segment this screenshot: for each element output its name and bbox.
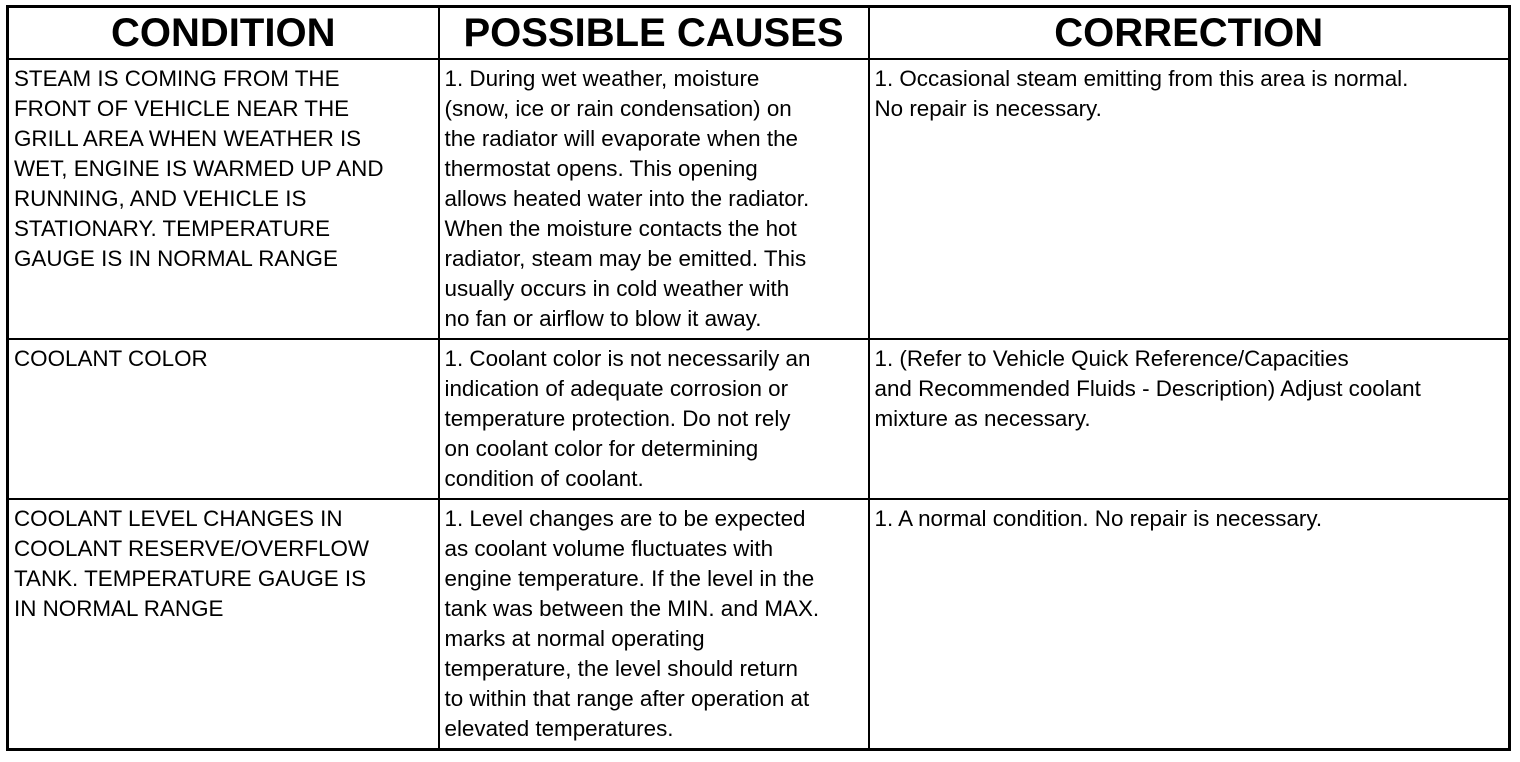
header-possible-causes: POSSIBLE CAUSES [439, 7, 869, 60]
correction-cell [869, 499, 1510, 750]
cause-text: 1. Coolant color is not necessarily an indication of adequate corrosion or temperature protection. Do not rely on coolant color for determining condition of coolant. [444, 346, 811, 491]
table-row [8, 499, 1510, 750]
cause-cell [439, 59, 869, 339]
table-row [8, 59, 1510, 339]
correction-cell [869, 339, 1510, 499]
condition-text: STEAM IS COMING FROM THE FRONT OF VEHICLE NEAR THE GRILL AREA WHEN WEATHER IS WET, ENGINE IS WARMED UP AND RUNNING, AND VEHICLE IS STATIONARY. TEMPERATURE GAUGE IS IN NORMAL RANGE [14, 66, 384, 271]
correction-text: 1. A normal condition. No repair is necessary. [874, 506, 1323, 531]
cause-text: 1. Level changes are to be expected as coolant volume fluctuates with engine temperature. If the level in the tank was between the MIN. and MAX. marks at normal operating temperature, the level should return to within that range after operation at elevated temperatures. [444, 506, 820, 741]
condition-text: COOLANT LEVEL CHANGES IN COOLANT RESERVE/OVERFLOW TANK. TEMPERATURE GAUGE IS IN NORMAL RANGE [14, 506, 370, 621]
condition-cell [8, 59, 439, 339]
header-row [8, 7, 1510, 60]
header-condition: CONDITION [8, 7, 439, 60]
table-row [8, 339, 1510, 499]
cause-text: 1. During wet weather, moisture (snow, ice or rain condensation) on the radiator will evaporate when the thermostat opens. This opening allows heated water into the radiator. When the moisture contacts the hot radiator, steam may be emitted. This usually occurs in cold weather with no fan or airflow to blow it away. [444, 66, 810, 331]
correction-cell [869, 59, 1510, 339]
cause-cell [439, 339, 869, 499]
diagnosis-table [6, 5, 1511, 751]
condition-text: COOLANT COLOR [14, 346, 208, 371]
condition-cell [8, 339, 439, 499]
correction-text: 1. Occasional steam emitting from this area is normal. No repair is necessary. [874, 66, 1409, 121]
cause-cell [439, 499, 869, 750]
header-correction: CORRECTION [869, 7, 1510, 60]
condition-cell [8, 499, 439, 750]
correction-text: 1. (Refer to Vehicle Quick Reference/Capacities and Recommended Fluids - Description) Adjust coolant mixture as necessary. [874, 346, 1421, 431]
